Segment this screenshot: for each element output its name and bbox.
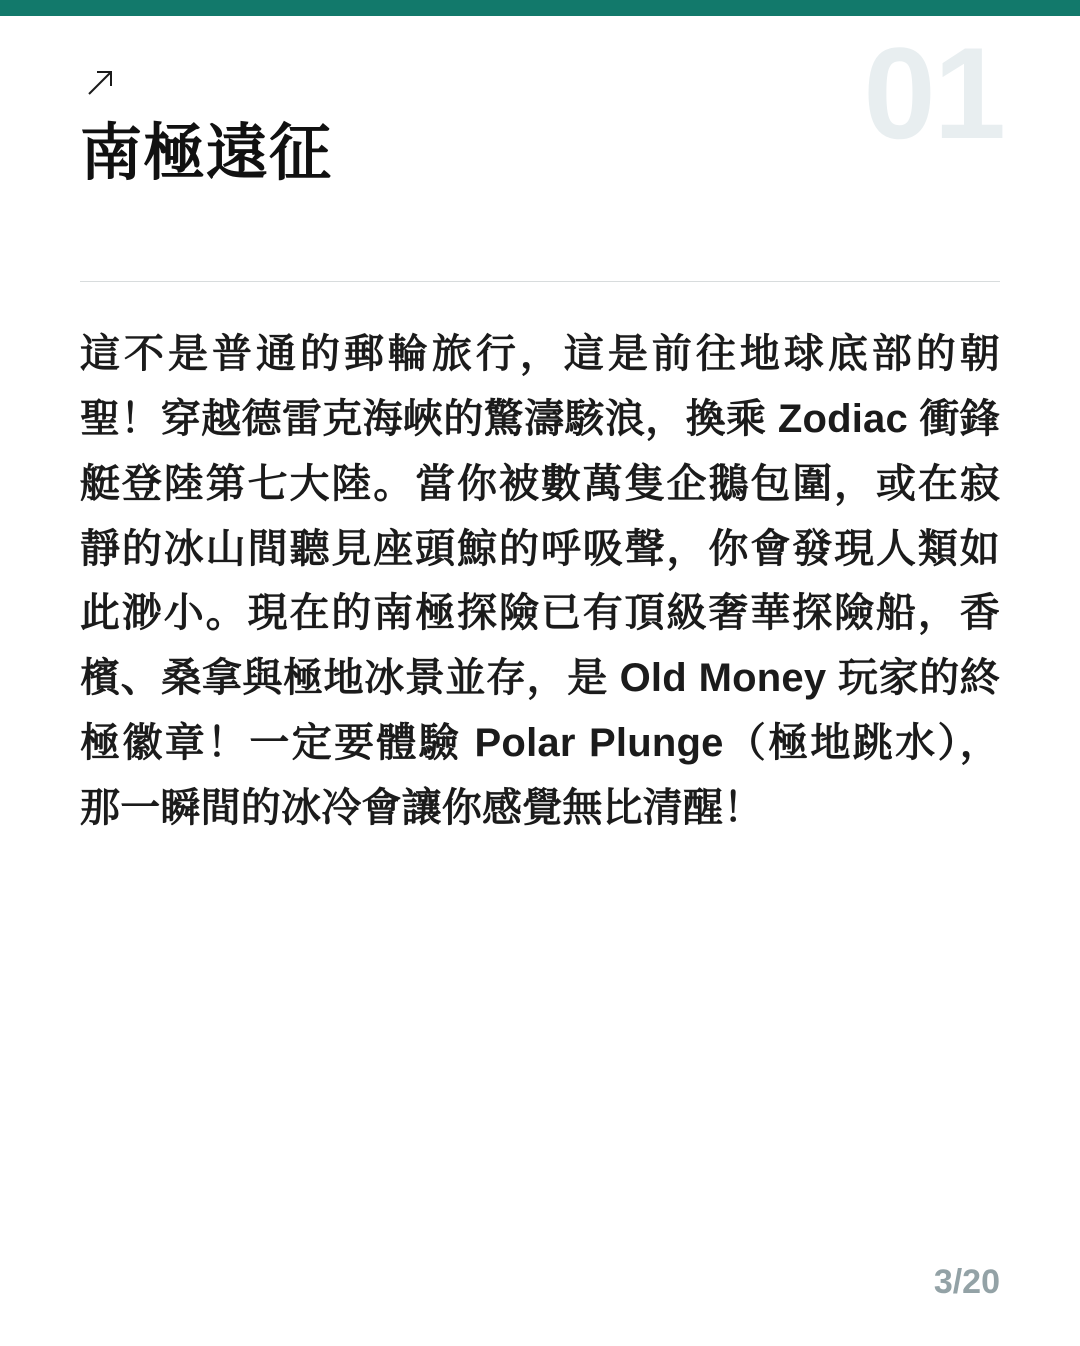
- accent-top-bar: [0, 0, 1080, 16]
- title-divider: [80, 281, 1000, 282]
- slide-index-number: 01: [863, 20, 1004, 166]
- page-indicator: 3/20: [933, 1263, 1000, 1301]
- page-title: 南極遠征: [80, 119, 333, 188]
- body-paragraph: 這不是普通的郵輪旅行，這是前往地球底部的朝聖！穿越德雷克海峽的驚濤駭浪，換乘 Zodiac 衝鋒艇登陸第七大陸。當你被數萬隻企鵝包圍，或在寂靜的冰山間聽見座頭鯨的呼吸聲，你會發現人類如此渺小。現在的南極探險已有頂級奢華探險船，香檳、桑拿與極地冰景並存，是 Old Money 玩家的終極徽章！一定要體驗 Polar Plunge（極地跳水），那一瞬間的冰冷會讓你感覺無比清醒！: [80, 332, 1000, 830]
- slide-content: [0, 16, 1080, 1346]
- arrow-up-right-icon: [83, 66, 117, 100]
